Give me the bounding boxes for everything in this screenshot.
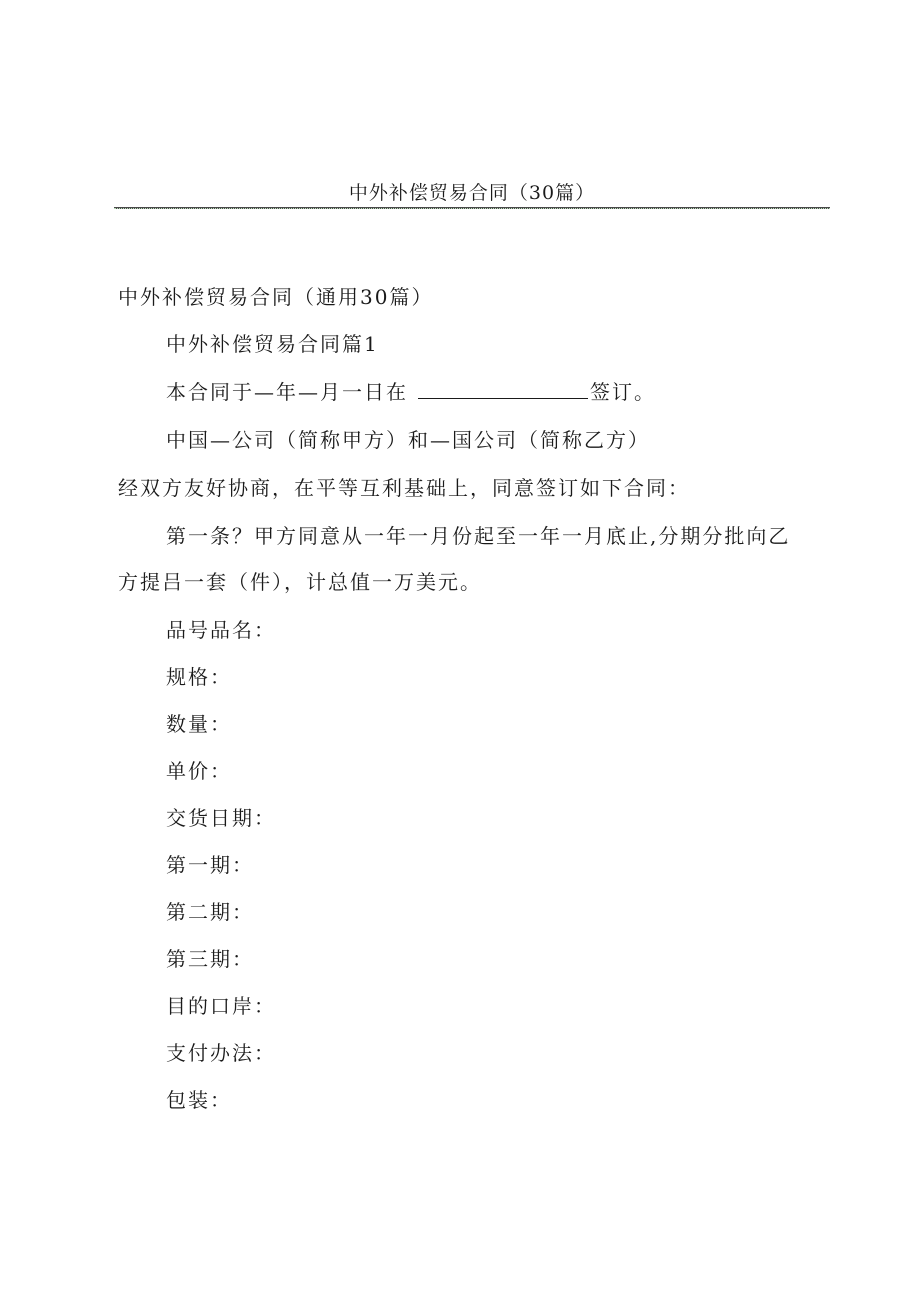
field-phase-two: 第二期： (166, 900, 254, 924)
field-packaging: 包装： (166, 1088, 232, 1112)
signing-line (166, 378, 656, 406)
field-specification: 规格： (166, 665, 232, 689)
parties-line: 中国—公司（简称甲方）和—国公司（简称乙方） (166, 428, 650, 452)
field-delivery-date: 交货日期： (166, 806, 276, 830)
field-phase-three: 第三期： (166, 947, 254, 971)
field-unit-price: 单价： (166, 759, 232, 783)
negotiation-line: 经双方友好协商，在平等互利基础上，同意签订如下合同： (118, 476, 690, 500)
field-phase-one: 第一期： (166, 853, 254, 877)
section-title: 中外补偿贸易合同篇1 (166, 332, 379, 356)
document-main-title: 中外补偿贸易合同（通用30篇） (118, 285, 434, 309)
field-quantity: 数量： (166, 712, 232, 736)
signing-line-suffix: 签订。 (590, 380, 656, 404)
header-divider (114, 207, 830, 209)
field-destination-port: 目的口岸： (166, 994, 276, 1018)
field-product-name: 品号品名： (166, 618, 276, 642)
running-header-title: 中外补偿贸易合同（30篇） (348, 182, 596, 204)
signing-line-text: 本合同于—年—月一日在 (166, 380, 408, 404)
article-one-line-1: 第一条？甲方同意从一年一月份起至一年一月底止,分期分批向乙 (166, 524, 791, 548)
article-one-line-2: 方提吕一套（件），计总值一万美元。 (118, 570, 482, 594)
signing-place-blank (418, 378, 588, 399)
field-payment-method: 支付办法： (166, 1041, 276, 1065)
